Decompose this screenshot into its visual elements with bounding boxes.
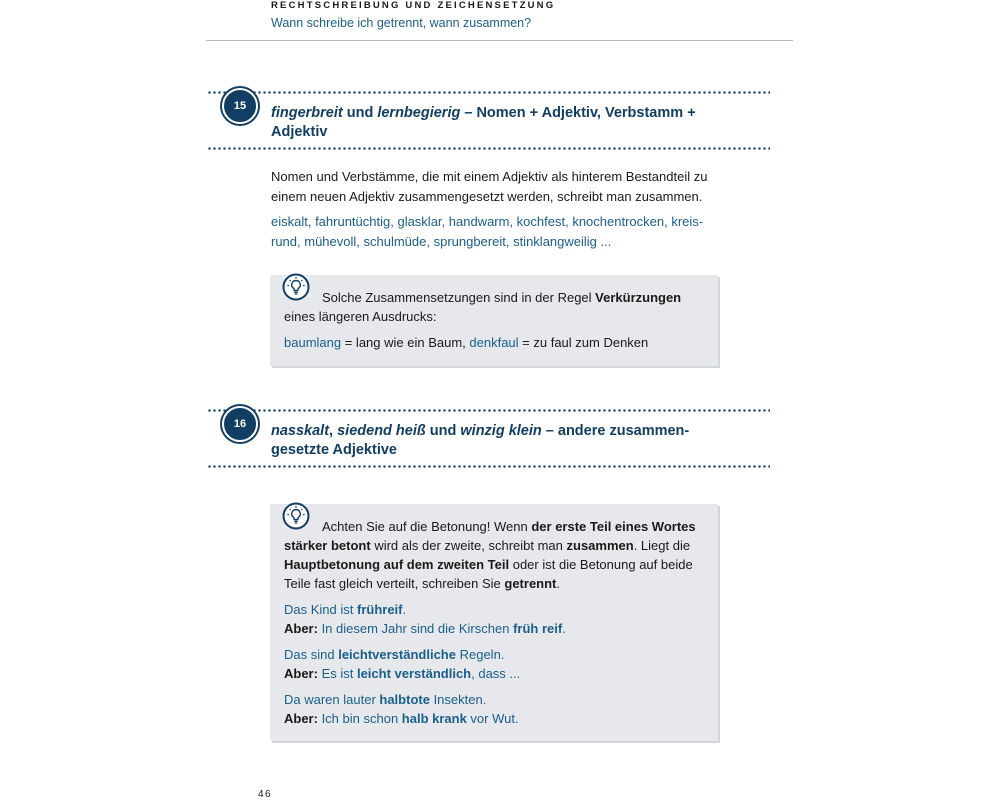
example-pair-1: Das Kind ist frühreif. Aber: In diesem Jahr sind die Kirschen früh reif. (284, 602, 566, 636)
chapter-subtitle: Wann schreibe ich getrennt, wann zusammen? (271, 16, 532, 30)
example-pair-2: Das sind leichtverständliche Regeln. Aber: Es ist leicht verständlich, dass ... (284, 647, 521, 681)
section-15-examples: eiskalt, fahruntüchtig, glasklar, handwarm, kochfest, knochentrocken, kreis- rund, mühevoll, schulmüde, sprungbereit, stinklangweilig ... (271, 214, 704, 249)
section-16-badge: 16 (222, 406, 258, 442)
header-divider (206, 40, 793, 41)
tip-rule-text: Solche Zusammensetzungen sind in der Regel Verkürzungen eines längeren Ausdrucks: (284, 290, 682, 324)
section-16-bottom-dotline (207, 465, 770, 468)
section-15-body: Nomen und Verbstämme, die mit einem Adjektiv als hinterem Bestandteil zu einem neuen Adjektiv zusammengesetzt werden, schreibt man zusammen. (271, 169, 708, 204)
section-15-title: fingerbreit und lernbegierig – Nomen + Adjektiv, Verbstamm + Adjektiv (271, 105, 696, 140)
page-number: 46 (258, 789, 273, 800)
example-pair-3: Da waren lauter halbtote Insekten. Aber: Ich bin schon halb krank vor Wut. (284, 692, 519, 726)
chapter-kicker: RECHTSCHREIBUNG UND ZEICHENSETZUNG (271, 0, 556, 11)
section-15-top-dotline (207, 91, 770, 94)
section-16-top-dotline (207, 409, 770, 412)
section-16-title: nasskalt, siedend heiß und winzig klein – andere zusammen- gesetzte Adjektive (271, 423, 690, 458)
section-16-tip-box (270, 504, 718, 741)
section-15-bottom-dotline (207, 147, 770, 150)
tip-examples: baumlang = lang wie ein Baum, denkfaul = zu faul zum Denken (284, 335, 649, 350)
tip-rule-text: Achten Sie auf die Betonung! Wenn der erste Teil eines Wortes stärker betont wird als der zweite, schreibt man zusammen. Liegt die Hauptbetonung auf dem zweiten Teil oder ist die Betonung auf beide Teile fast gleich verteilt, schreiben Sie getrennt. (284, 519, 696, 591)
section-15-badge: 15 (222, 88, 258, 124)
section-15-tip-box (270, 275, 718, 366)
